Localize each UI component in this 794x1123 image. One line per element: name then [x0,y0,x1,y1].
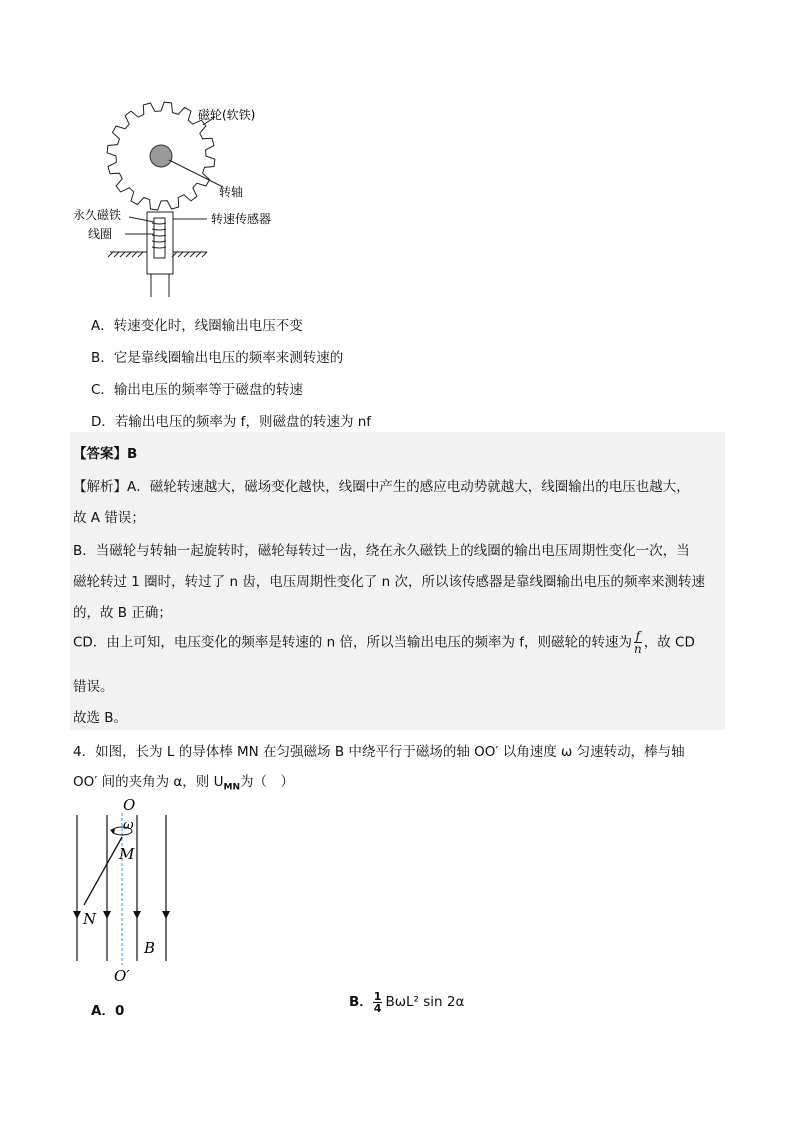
label-b: B [144,939,156,957]
q4-option-a: A．0 [91,1003,125,1019]
option-a: A．转速变化时，线圈输出电压不变 [91,318,303,334]
question-4-line-1: 4．如图，长为 L 的导体棒 MN 在匀强磁场 B 中绕平行于磁场的轴 OO′ 以角速度 ω 匀速转动，棒与轴 [73,744,685,760]
option-b: B．它是靠线圈输出电压的频率来测转速的 [91,350,344,366]
q4-option-b: B． $\frac{1}{4}$ BωL² sin 2α [349,989,465,1015]
analysis-line-8: 故选 B。 [73,710,128,726]
fraction-one-quarter: $\frac{1}{4}$ [373,989,382,1015]
label-o-prime: O′ [114,967,130,985]
analysis-line-2: 故 A 错误； [73,510,145,526]
question-4-line-2: OO′ 间的夹角为 α，则 $U_{MN}$为（ ） [73,774,294,793]
analysis-line-3: B．当磁轮与转轴一起旋转时，磁轮每转过一齿，绕在永久磁铁上的线圈的输出电压周期性变化一次，当 [73,543,690,559]
answer-label: 【答案】B [73,446,138,462]
analysis-line-7: 错误。 [73,679,114,695]
analysis-line-6-tail: ，故 CD [643,634,695,651]
option-c: C．输出电压的频率等于磁盘的转速 [91,382,303,398]
coil-label: 线圈 [88,227,113,241]
fraction-f-over-n: $\frac{f}{n}$ [634,629,642,656]
analysis-line-6 [73,630,695,655]
magnet-label: 永久磁铁 [73,208,122,222]
analysis-line-5: 的，故 B 正确； [73,605,172,621]
label-o: O [123,796,136,814]
rotating-rod-figure [60,793,190,988]
analysis-line-1: 【解析】A．磁轮转速越大，磁场变化越快，线圈中产生的感应电动势就越大，线圈输出的电压也越大， [73,479,690,495]
shaft-hub [150,145,172,167]
shaft-label: 转轴 [219,185,244,199]
conductor-rod [84,837,122,905]
analysis-line-4: 磁轮转过 1 圈时，转过了 n 齿，电压周期性变化了 n 次，所以该传感器是靠线圈输出电压的频率来测转速 [73,574,705,590]
label-n: N [83,910,97,928]
analysis-line-6-text: CD．由上可知，电压变化的频率是转速的 n 倍，所以当输出电压的频率为 f，则磁轮的转速为 [73,634,633,651]
option-d: D．若输出电压的频率为 f，则磁盘的转速为 nf [91,414,372,430]
sensor-label: 转速传感器 [211,212,272,226]
wheel-label: 磁轮(软铁) [198,108,256,122]
label-m: M [119,845,135,863]
label-omega: ω [123,818,134,833]
tachometer-figure [73,95,295,300]
